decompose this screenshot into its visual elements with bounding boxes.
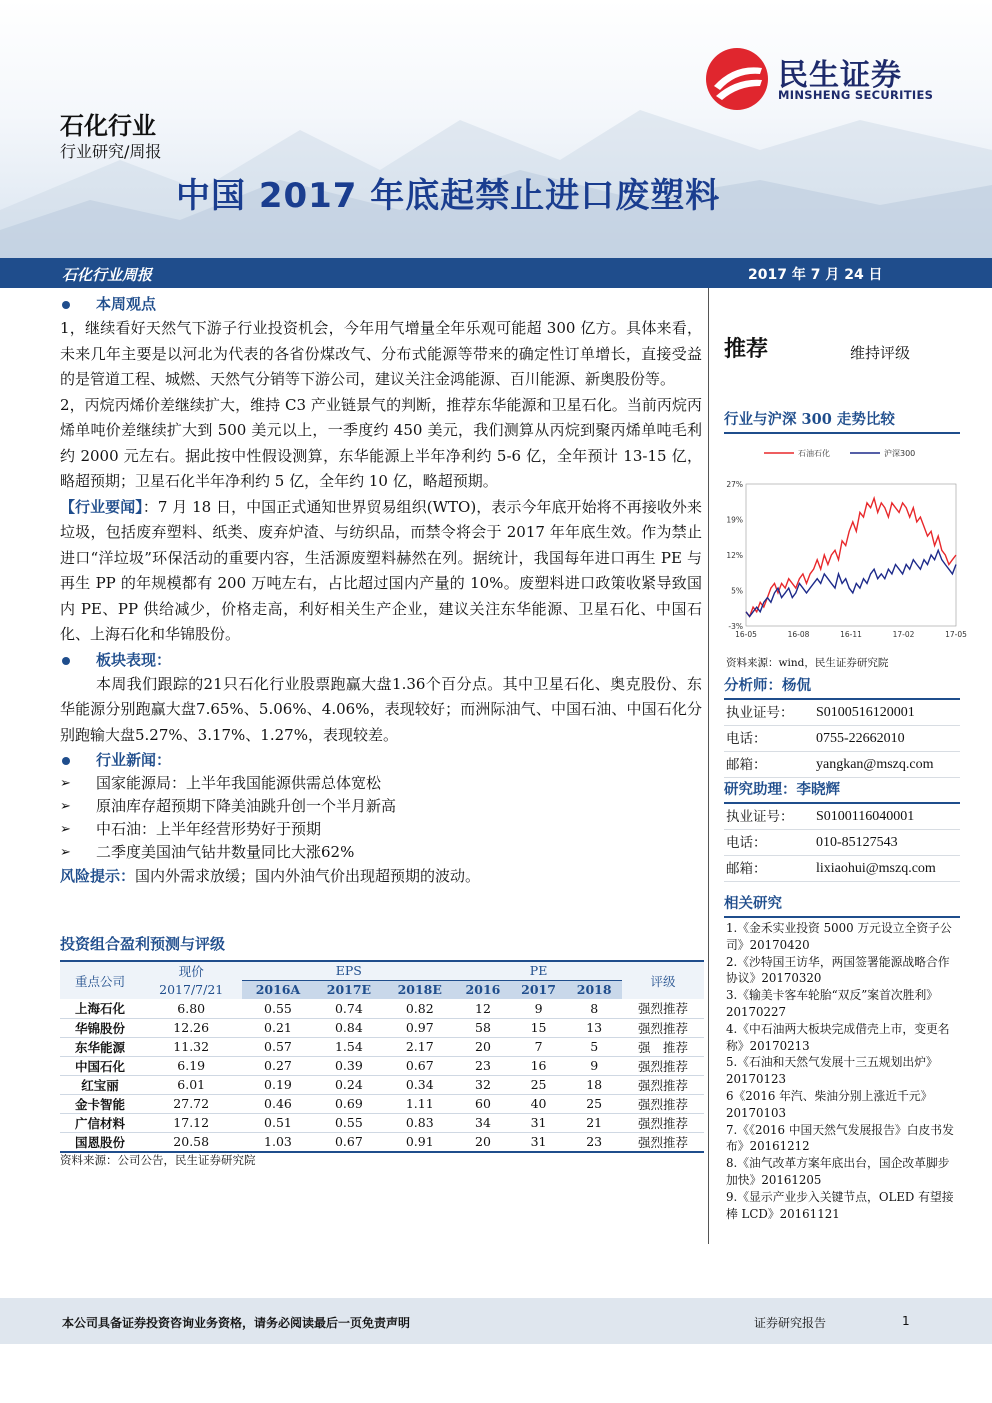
header-pe-2018: 2018 xyxy=(566,980,622,999)
table-row xyxy=(60,999,704,1018)
forecast-table xyxy=(60,960,704,1153)
trend-chart xyxy=(724,440,967,655)
table-cell-e1: 0.57 xyxy=(264,1039,292,1054)
logo-icon xyxy=(704,46,770,112)
column-divider xyxy=(708,288,709,1244)
table-cell-e1: 0.19 xyxy=(264,1077,292,1092)
related-heading: 相关研究 xyxy=(724,892,960,918)
x-tick-label: 16-08 xyxy=(787,630,810,639)
risk-text: 国内外需求放缓；国内外油气价出现超预期的波动。 xyxy=(135,867,481,885)
y-tick-label: 5% xyxy=(731,586,743,596)
table-cell-name: 国恩股份 xyxy=(74,1134,125,1150)
list-item[interactable]: 4.《中石油两大板块完成借壳上市，变更名称》20170213 xyxy=(726,1021,950,1053)
table-cell-p3: 5 xyxy=(590,1039,599,1054)
report-date: 2017 年 7 月 24 日 xyxy=(748,267,883,283)
x-tick-label: 17-05 xyxy=(945,630,967,639)
header-price-date: 2017/7/21 xyxy=(140,980,242,999)
legend-label: 石油石化 xyxy=(798,449,830,458)
list-item: ➢ 二季度美国油气钻井数量同比大涨62% xyxy=(60,841,702,864)
header-company: 重点公司 xyxy=(60,961,140,999)
table-cell-e1: 1.03 xyxy=(264,1134,292,1149)
table-cell-p3: 21 xyxy=(586,1115,603,1130)
table-cell-p3: 9 xyxy=(590,1058,599,1073)
table-cell-price: 12.26 xyxy=(173,1020,210,1035)
table-cell-p3: 23 xyxy=(586,1134,603,1149)
assistant-email-link[interactable]: lixiaohui@mszq.com xyxy=(816,861,936,876)
report-title: 中国 2017 年底起禁止进口废塑料 xyxy=(176,176,721,216)
table-cell-e3: 0.97 xyxy=(405,1020,434,1035)
table-cell-e1: 0.21 xyxy=(264,1020,292,1035)
list-item[interactable]: 1.《金禾实业投资 5000 万元设立全资子公司》20170420 xyxy=(726,921,952,952)
header-eps-2016a: 2016A xyxy=(242,980,313,999)
header-pe-2017: 2017 xyxy=(511,980,567,999)
table-row xyxy=(60,1113,704,1132)
view-paragraph-1: 1，继续看好天然气下游子行业投资机会，今年用气增量全年乐观可能超 300 亿方。具体来看，未来几年主要是以河北为代表的各省份煤改气、分布式能源等带来的确定性订单增长，直接受益的是管道工程、城燃、天然气分销等下游公司，建议关注金鸿能源、百川能源、新奥股份等。 xyxy=(60,319,702,388)
table-cell-name: 上海石化 xyxy=(74,1001,125,1017)
section-heading-view: 本周观点 xyxy=(60,292,702,316)
info-row: 电话： 010-85127543 xyxy=(724,830,960,856)
table-cell-e3: 0.34 xyxy=(405,1077,434,1092)
sector-paragraph: 本周我们跟踪的21只石化行业股票跑赢大盘1.36个百分点。其中卫星石化、奥克股份、东华能源分别跑赢大盘7.65%、5.06%、4.06%，表现较好；而洲际油气、中国石油、中国石化分别跑输大盘5.27%、3.17%、1.27%，表现较差。 xyxy=(60,674,702,744)
list-item[interactable]: 5.《石油和天然气发展十三五规划出炉》20170123 xyxy=(726,1055,938,1087)
table-cell-p3: 25 xyxy=(586,1096,603,1111)
table-cell-e3: 0.83 xyxy=(405,1115,434,1130)
analyst-heading: 分析师：杨侃 xyxy=(724,674,960,700)
table-cell-e2: 0.67 xyxy=(334,1134,363,1149)
chart-source: 资料来源：wind，民生证券研究院 xyxy=(726,657,889,669)
bullet-dot-icon xyxy=(62,657,70,665)
list-item[interactable]: 8.《油气改革方案年底出台，国企改革脚步加快》20161205 xyxy=(726,1156,950,1187)
table-cell-p2: 9 xyxy=(534,1000,543,1016)
logo-text-en: MINSHENG SECURITIES xyxy=(778,88,934,102)
info-row: 电话： 0755-22662010 xyxy=(724,726,960,752)
table-row xyxy=(60,1056,704,1075)
list-item: ➢ 原油库存超预期下降美油跳升创一个半月新高 xyxy=(60,795,702,818)
assistant-heading: 研究助理：李晓辉 xyxy=(724,778,960,804)
bullet-dot-icon xyxy=(62,301,70,309)
table-cell-e3: 0.82 xyxy=(405,1000,434,1016)
table-cell-p3: 18 xyxy=(586,1077,603,1092)
bullet-dot-icon xyxy=(62,757,70,765)
table-cell-e3: 0.91 xyxy=(405,1134,434,1149)
table-cell-p1: 23 xyxy=(475,1058,491,1073)
risk-label: 风险提示： xyxy=(60,867,136,885)
table-cell-e3: 1.11 xyxy=(405,1096,434,1111)
table-cell-p1: 58 xyxy=(475,1020,491,1035)
table-cell-p2: 25 xyxy=(530,1077,547,1092)
table-cell-price: 6.01 xyxy=(177,1077,206,1092)
info-row: 执业证号： S0100116040001 xyxy=(724,804,960,830)
table-source: 资料来源：公司公告，民生证券研究院 xyxy=(60,1153,256,1167)
table-row xyxy=(60,1075,704,1094)
header-price: 现价 xyxy=(140,961,242,980)
table-cell-rating: 强烈推荐 xyxy=(637,1096,688,1112)
table-cell-name: 广信材料 xyxy=(74,1115,125,1131)
table-cell-e1: 0.51 xyxy=(264,1115,292,1130)
table-cell-e2: 0.39 xyxy=(334,1058,363,1073)
arrow-bullet-icon: ➢ xyxy=(60,822,71,837)
view-paragraph-2: 2，丙烷丙烯价差继续扩大，维持 C3 产业链景气的判断，推荐东华能源和卫星石化。当前丙烷丙烯单吨价差继续扩大到 500 美元以上，一季度约 450 美元，我们测算从丙烷到聚丙烯单吨毛利约 2000 元左右。据此按中性假设测算，东华能源上半年净利约 5-6 亿，全年预计 13-15 亿，略超预期；卫星石化半年净利约 5 亿，全年约 10 亿，略超预期。 xyxy=(60,395,702,490)
x-tick-label: 16-11 xyxy=(840,630,862,639)
table-cell-rating: 强烈推荐 xyxy=(637,1020,688,1036)
section-heading-news: 行业新闻： xyxy=(60,748,702,772)
footer-disclaimer: 本公司具备证券投资咨询业务资格，请务必阅读最后一页免责声明 xyxy=(62,1316,411,1330)
list-item[interactable]: 9.《显示产业步入关键节点，OLED 有望接棒 LCD》20161121 xyxy=(726,1189,954,1221)
table-cell-name: 华锦股份 xyxy=(74,1020,125,1036)
table-cell-e1: 0.46 xyxy=(264,1096,292,1111)
x-tick-label: 16-05 xyxy=(735,630,757,639)
header-eps-2017e: 2017E xyxy=(314,980,385,999)
list-item[interactable]: 7.《《2016 中国天然气发展报告》白皮书发布》20161212 xyxy=(726,1122,954,1154)
table-row xyxy=(60,1132,704,1152)
arrow-bullet-icon: ➢ xyxy=(60,845,71,860)
table-cell-e2: 0.74 xyxy=(334,1000,363,1016)
main-content xyxy=(60,292,702,888)
table-cell-e1: 0.27 xyxy=(264,1058,292,1073)
table-cell-price: 17.12 xyxy=(173,1115,210,1130)
y-tick-label: 19% xyxy=(726,515,743,525)
table-cell-name: 东华能源 xyxy=(74,1039,125,1055)
table-cell-p2: 31 xyxy=(530,1134,547,1149)
table-cell-p1: 34 xyxy=(475,1115,491,1130)
table-cell-p2: 16 xyxy=(530,1058,547,1073)
risk-warning xyxy=(60,864,702,888)
table-cell-p2: 31 xyxy=(530,1115,547,1130)
page-number: 1 xyxy=(902,1314,910,1328)
key-news-label: 【行业要闻】 xyxy=(60,497,143,516)
key-news-text: ：7 月 18 日，中国正式通知世界贸易组织(WTO)，表示今年底开始将不再接收外来垃圾，包括废弃塑料、纸类、废弃炉渣、与纺织品，而禁令将会于 2017 年年底生效。作为禁止进口“洋垃圾”环保活动的重要内容，生活源废塑料赫然在列。据统计，我国每年进口再生 PE 与再生 PP 的年规模都有 200 万吨左右，占比超过国内产量的 10%。废塑料进口政策收紧导致国内 PE、PP 供给减少，价格走高，利好相关生产企业，建议关注东华能源、卫星石化、中国石化、上海石化和华锦股份。 xyxy=(60,497,702,643)
recommendation: 推荐 xyxy=(724,337,769,362)
table-cell-p1: 20 xyxy=(475,1039,491,1054)
analyst-info xyxy=(724,700,960,778)
table-cell-rating: 强烈推荐 xyxy=(637,1134,688,1150)
table-cell-p2: 7 xyxy=(534,1039,543,1054)
legend-label: 沪深300 xyxy=(884,449,916,458)
y-tick-label: 12% xyxy=(726,551,743,560)
table-cell-rating: 强烈推荐 xyxy=(637,1058,688,1074)
table-cell-p3: 8 xyxy=(590,1000,599,1016)
table-cell-p3: 13 xyxy=(586,1020,603,1035)
header-eps: EPS xyxy=(242,961,455,980)
page-footer xyxy=(0,1298,992,1344)
analyst-email-link[interactable]: yangkan@mszq.com xyxy=(816,757,934,772)
table-cell-p1: 12 xyxy=(475,1000,491,1016)
arrow-bullet-icon: ➢ xyxy=(60,776,71,791)
table-row xyxy=(60,1037,704,1056)
table-row xyxy=(60,1018,704,1037)
section-heading-sector: 板块表现： xyxy=(60,648,702,672)
table-cell-p1: 32 xyxy=(475,1077,491,1092)
company-logo xyxy=(704,46,944,116)
plot-frame xyxy=(746,484,956,626)
table-cell-price: 6.19 xyxy=(177,1058,206,1073)
table-cell-e2: 0.24 xyxy=(334,1077,363,1092)
list-item: ➢ 国家能源局：上半年我国能源供需总体宽松 xyxy=(60,772,702,795)
table-cell-p2: 15 xyxy=(530,1020,547,1035)
header-eps-2018e: 2018E xyxy=(384,980,455,999)
series-line xyxy=(746,498,956,616)
header-pe: PE xyxy=(455,961,622,980)
list-item: ➢ 中石油：上半年经营形势好于预期 xyxy=(60,818,702,841)
table-cell-e2: 0.55 xyxy=(334,1115,363,1130)
forecast-table-title: 投资组合盈利预测与评级 xyxy=(60,935,226,953)
table-cell-e2: 0.84 xyxy=(334,1020,363,1035)
rating-status: 维持评级 xyxy=(850,344,911,362)
bar-report-name: 石化行业周报 xyxy=(62,266,153,284)
info-row: 执业证号： S0100516120001 xyxy=(724,700,960,726)
table-cell-e2: 1.54 xyxy=(334,1039,363,1054)
news-list xyxy=(60,772,702,864)
related-research-list xyxy=(726,920,960,1222)
industry-label: 石化行业 xyxy=(60,112,156,140)
table-cell-name: 红宝丽 xyxy=(81,1077,119,1093)
table-cell-rating: 强烈推荐 xyxy=(637,1077,688,1093)
table-cell-e3: 0.67 xyxy=(405,1058,434,1073)
table-cell-price: 11.32 xyxy=(173,1039,210,1054)
table-cell-p1: 60 xyxy=(475,1096,491,1111)
table-cell-price: 6.80 xyxy=(177,1000,206,1016)
info-row: 邮箱： lixiaohui@mszq.com xyxy=(724,856,960,882)
y-tick-label: -3% xyxy=(728,622,743,631)
arrow-bullet-icon: ➢ xyxy=(60,799,71,814)
series-line xyxy=(746,550,956,616)
table-cell-name: 中国石化 xyxy=(74,1058,125,1074)
footer-report-type: 证券研究报告 xyxy=(754,1316,827,1330)
header-rating: 评级 xyxy=(622,961,704,999)
table-cell-p2: 40 xyxy=(530,1096,547,1111)
report-type: 行业研究/周报 xyxy=(60,142,162,161)
table-cell-rating: 强烈推荐 xyxy=(637,1115,688,1131)
industry-key-news xyxy=(60,495,702,648)
header-pe-2016: 2016 xyxy=(455,980,511,999)
list-item[interactable]: 3.《输美卡客车轮胎“双反”案首次胜利》20170227 xyxy=(726,988,939,1019)
table-cell-rating: 强烈推荐 xyxy=(637,1001,688,1017)
list-item[interactable]: 2.《沙特国王访华，两国签署能源战略合作协议》20170320 xyxy=(726,954,950,986)
info-row: 邮箱： yangkan@mszq.com xyxy=(724,752,960,778)
table-cell-e2: 0.69 xyxy=(334,1096,363,1111)
table-cell-price: 20.58 xyxy=(173,1134,210,1149)
list-item[interactable]: 6《2016 年汽、柴油分别上涨近千元》20170103 xyxy=(726,1088,933,1120)
table-row xyxy=(60,1094,704,1113)
table-cell-e3: 2.17 xyxy=(405,1039,434,1054)
table-cell-p1: 20 xyxy=(475,1134,491,1149)
title-bar xyxy=(0,258,992,288)
y-tick-label: 27% xyxy=(726,480,743,489)
table-cell-e1: 0.55 xyxy=(264,1000,292,1016)
chart-heading: 行业与沪深 300 走势比较 xyxy=(724,408,960,434)
table-cell-price: 27.72 xyxy=(173,1096,210,1111)
x-tick-label: 17-02 xyxy=(892,630,915,639)
assistant-info xyxy=(724,804,960,882)
table-cell-name: 金卡智能 xyxy=(74,1096,125,1112)
table-cell-rating: 强 推荐 xyxy=(637,1039,688,1055)
logo-text-cn: 民生证券 xyxy=(778,58,902,93)
